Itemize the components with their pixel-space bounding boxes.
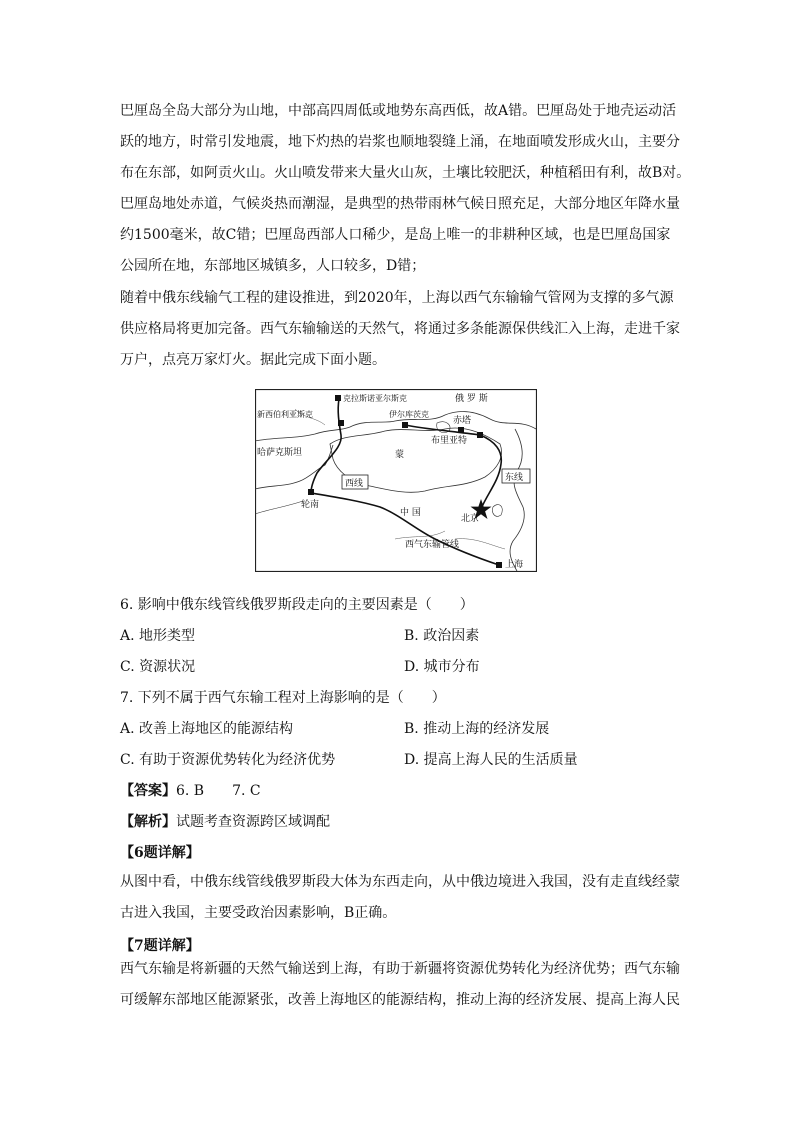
label-russia: 俄 罗 斯 <box>455 394 488 404</box>
question-7-option-b: B. 推动上海的经济发展 <box>404 721 550 737</box>
answer-label: 【答案】 <box>120 783 176 799</box>
question-6-option-d: D. 城市分布 <box>404 659 480 675</box>
text-line: 跃的地方，时常引发地震，地下灼热的岩浆也顺地裂缝上涌，在地面喷发形成火山，主要分 <box>120 134 680 150</box>
label-irkutsk: 伊尔库茨克 <box>389 410 429 419</box>
answer-text: 6. B 7. C <box>176 783 261 799</box>
label-china: 中 国 <box>400 508 421 518</box>
detail-7-heading: 【7题详解】 <box>120 938 200 954</box>
text-line: 从图中看，中俄东线管线俄罗斯段大体为东西走向，从中俄边境进入我国，没有走直线经蒙 <box>120 874 680 890</box>
question-7-option-c: C. 有助于资源优势转化为经济优势 <box>120 752 336 768</box>
text-line: 随着中俄东线输气工程的建设推进，到2020年，上海以西气东输输气管网为支撑的多气源 <box>120 290 674 306</box>
question-6-option-a: A. 地形类型 <box>120 628 196 644</box>
analysis-text: 试题考查资源跨区域调配 <box>176 814 330 830</box>
pipeline-map-figure <box>255 389 537 572</box>
label-kazakhstan: 哈萨克斯坦 <box>257 448 303 458</box>
label-chita: 赤塔 <box>453 416 472 426</box>
text-line: 约1500毫米，故C错；巴厘岛西部人口稀少，是岛上唯一的非耕种区域，也是巴厘岛国家 <box>120 227 671 243</box>
label-lunnan: 轮南 <box>301 500 320 510</box>
text-line: 西气东输是将新疆的天然气输送到上海，有助于新疆将资源优势转化为经济优势；西气东输 <box>120 961 680 977</box>
label-shanghai: 上海 <box>505 560 524 570</box>
city-marker-irkutsk <box>402 422 408 428</box>
intro-paragraph <box>120 96 691 282</box>
answer-line <box>120 780 261 800</box>
label-buryatia: 布里亚特 <box>431 436 468 446</box>
label-krasnoyarsk: 克拉斯诺亚尔斯克 <box>343 394 407 403</box>
label-beijing: 北京 <box>461 514 480 524</box>
pipeline-map <box>255 389 537 572</box>
text-line: 巴厘岛地处赤道，气候炎热而潮湿，是典型的热带雨林气候日照充足，大部分地区年降水量 <box>120 196 680 212</box>
analysis-line <box>120 811 330 831</box>
text-line: 公园所在地，东部地区城镇多，人口较多，D错； <box>120 258 426 274</box>
label-west-east-pipeline: 西气东输管线 <box>405 540 460 550</box>
text-line: 供应格局将更加完备。西气东输输送的天然气，将通过多条能源保供线汇入上海，走进千家 <box>120 321 680 337</box>
label-west-line: 西线 <box>345 479 364 489</box>
city-marker-chita <box>458 427 464 433</box>
text-line: 巴厘岛全岛大部分为山地，中部高四周低或地势东高西低，故A错。巴厘岛处于地壳运动活 <box>120 103 677 119</box>
question-6-option-c: C. 资源状况 <box>120 659 196 675</box>
text-line: 古进入我国，主要受政治因素影响，B正确。 <box>120 905 397 921</box>
label-mongolia: 蒙 <box>395 450 405 460</box>
question-7-option-d: D. 提高上海人民的生活质量 <box>404 752 578 768</box>
city-marker-shanghai <box>496 562 502 568</box>
text-line: 万户，点亮万家灯火。据此完成下面小题。 <box>120 352 386 368</box>
city-marker-novosibirsk <box>338 420 344 426</box>
detail-6-heading: 【6题详解】 <box>120 845 200 861</box>
city-marker-lunnan <box>308 489 314 495</box>
text-line: 可缓解东部地区能源紧张，改善上海地区的能源结构，推动上海的经济发展、提高上海人民 <box>120 992 680 1008</box>
text-line: 布在东部，如阿贡火山。火山喷发带来大量火山灰，土壤比较肥沃，种植稻田有利，故B对。 <box>120 165 691 181</box>
detail-7-paragraph <box>120 954 680 1016</box>
label-novosibirsk: 新西伯利亚斯克 <box>257 410 313 419</box>
city-marker-buryatia <box>477 432 483 438</box>
question-6-stem: 6. 影响中俄东线管线俄罗斯段走向的主要因素是（ ） <box>120 597 474 613</box>
label-east-line: 东线 <box>505 473 524 483</box>
question-7-option-a: A. 改善上海地区的能源结构 <box>120 721 294 737</box>
detail-6-paragraph <box>120 867 680 929</box>
analysis-label: 【解析】 <box>120 814 176 830</box>
question-7-stem: 7. 下列不属于西气东输工程对上海影响的是（ ） <box>120 690 446 706</box>
stem-paragraph <box>120 283 680 376</box>
question-6-option-b: B. 政治因素 <box>404 628 480 644</box>
city-marker-krasnoyarsk <box>335 395 341 401</box>
